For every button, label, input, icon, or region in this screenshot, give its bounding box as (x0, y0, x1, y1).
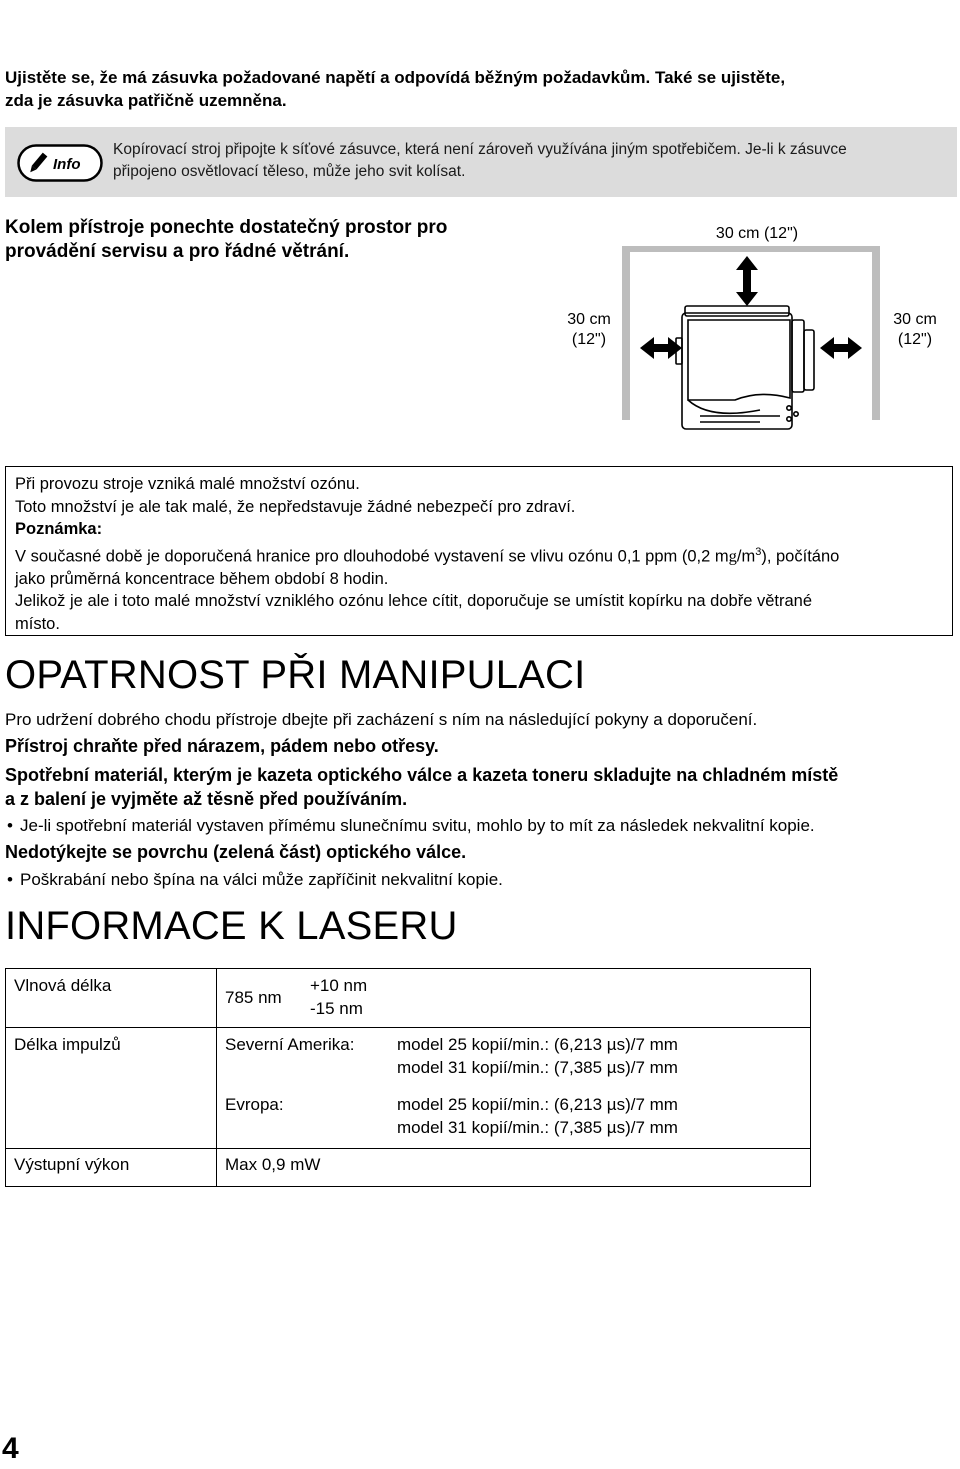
wall-left (622, 246, 630, 420)
ozone-line-7: místo. (15, 614, 60, 633)
ozone-line-4-a: V současné době je doporučená hranice pro dlouhodobé vystavení se vlivu ozónu 0,1 ppm (0,2 m (15, 547, 729, 565)
right-clearance-label-2: (12") (897, 331, 933, 348)
na-model-25: model 25 kopií/min.: (6,213 µs)/7 mm (397, 1035, 678, 1054)
top-clearance-label: 30 cm (12") (715, 225, 799, 242)
page-number: 4 (2, 1432, 19, 1465)
pulse-cell (217, 1028, 811, 1149)
region-north-america: Severní Amerika: (225, 1035, 355, 1054)
arrow-top-icon (736, 256, 758, 306)
info-line-1: Kopírovací stroj připojte k síťové zásuvce, která není zároveň využívána jiným spotřebičem. Je-li k zásuvce (113, 141, 847, 158)
wall-right (872, 246, 880, 420)
intro-line-1: Ujistěte se, že má zásuvka požadované napětí a odpovídá běžným požadavkům. Také se ujistěte, (5, 68, 786, 87)
handling-heading-1: Přístroj chraňte před nárazem, pádem nebo otřesy. (5, 736, 439, 756)
info-text (113, 139, 933, 183)
handling-bullet-2: • Poškrabání nebo špína na válci může zapříčinit nekvalitní kopie. (20, 868, 955, 891)
laser-row-wavelength (6, 969, 811, 1028)
laser-row-output (6, 1149, 811, 1187)
ozone-line-2: Toto množství je ale tak malé, že nepředstavuje žádné nebezpečí pro zdraví. (15, 497, 576, 516)
region-europe: Evropa: (225, 1095, 284, 1114)
wavelength-label: Vlnová délka (6, 969, 217, 1028)
handling-heading-2-line-1: Spotřební materiál, kterým je kazeta optického válce a kazeta toneru skladujte na chladném místě (5, 765, 839, 785)
ozone-line-4 (15, 541, 952, 568)
info-icon (17, 144, 103, 182)
handling-title: OPATRNOST PŘI MANIPULACI (5, 653, 586, 697)
wavelength-value: 785 nm (225, 988, 282, 1007)
output-value: Max 0,9 mW (217, 1149, 811, 1187)
ozone-line-4-sup: 3 (755, 545, 762, 558)
space-heading-line-2: provádění servisu a pro řádné větrání. (5, 241, 350, 262)
ozone-line-5: jako průměrná koncentrace během období 8 hodin. (15, 569, 389, 588)
handling-bullet-1: • Je-li spotřební materiál vystaven přímému slunečnímu svitu, mohlo by to mít za následek nekvalitní kopie. (20, 814, 955, 837)
info-box (5, 127, 957, 197)
handling-heading-2 (5, 763, 955, 811)
intro-line-2: zda je zásuvka patřičně uzemněna. (5, 91, 287, 110)
right-clearance-label-1: 30 cm (893, 311, 937, 328)
output-label: Výstupní výkon (6, 1149, 217, 1187)
ozone-line-6: Jelikož je ale i toto malé množství vzniklého ozónu lehce cítit, doporučuje se umístit kopírku na dobře větrané (15, 592, 812, 610)
handling-heading-3: Nedotýkejte se povrchu (zelená část) optického válce. (5, 842, 467, 862)
wavelength-plus: +10 nm (310, 976, 368, 995)
space-heading-line-1: Kolem přístroje ponechte dostatečný prostor pro (5, 217, 448, 238)
ozone-notice (5, 466, 953, 636)
left-clearance-label-2: (12") (571, 331, 607, 348)
na-model-31: model 31 kopií/min.: (7,385 µs)/7 mm (397, 1058, 678, 1077)
wavelength-minus: -15 nm (310, 999, 363, 1018)
space-heading (5, 216, 525, 264)
info-line-2: připojeno osvětlovací těleso, může jeho svit kolísat. (113, 163, 466, 180)
left-clearance-label-1: 30 cm (567, 311, 611, 328)
ozone-line-4-c: ), počítáno (761, 547, 840, 565)
ozone-line-4-b: /m (736, 547, 756, 565)
intro-paragraph (5, 66, 955, 112)
ozone-line-1: Při provozu stroje vzniká malé množství ozónu. (15, 475, 360, 493)
copier-icon (676, 306, 814, 429)
eu-model-31: model 31 kopií/min.: (7,385 µs)/7 mm (397, 1118, 678, 1137)
wall-top (622, 246, 880, 252)
wavelength-cell (217, 969, 811, 1028)
handling-intro: Pro udržení dobrého chodu přístroje dbejte při zacházení s ním na následující pokyny a doporučení. (5, 710, 758, 729)
laser-table (5, 968, 811, 1187)
handling-heading-2-line-2: a z balení je vyjměte až těsně před používáním. (5, 789, 408, 809)
arrow-right-icon (820, 337, 862, 359)
ozone-note-label: Poznámka: (15, 520, 103, 538)
clearance-diagram (560, 220, 960, 440)
pulse-label: Délka impulzů (6, 1028, 217, 1149)
laser-row-pulse (6, 1028, 811, 1149)
eu-model-25: model 25 kopií/min.: (6,213 µs)/7 mm (397, 1095, 678, 1114)
laser-title: INFORMACE K LASERU (5, 904, 458, 948)
ozone-line-4-g: g (728, 546, 737, 565)
info-icon-label: Info (53, 156, 81, 173)
